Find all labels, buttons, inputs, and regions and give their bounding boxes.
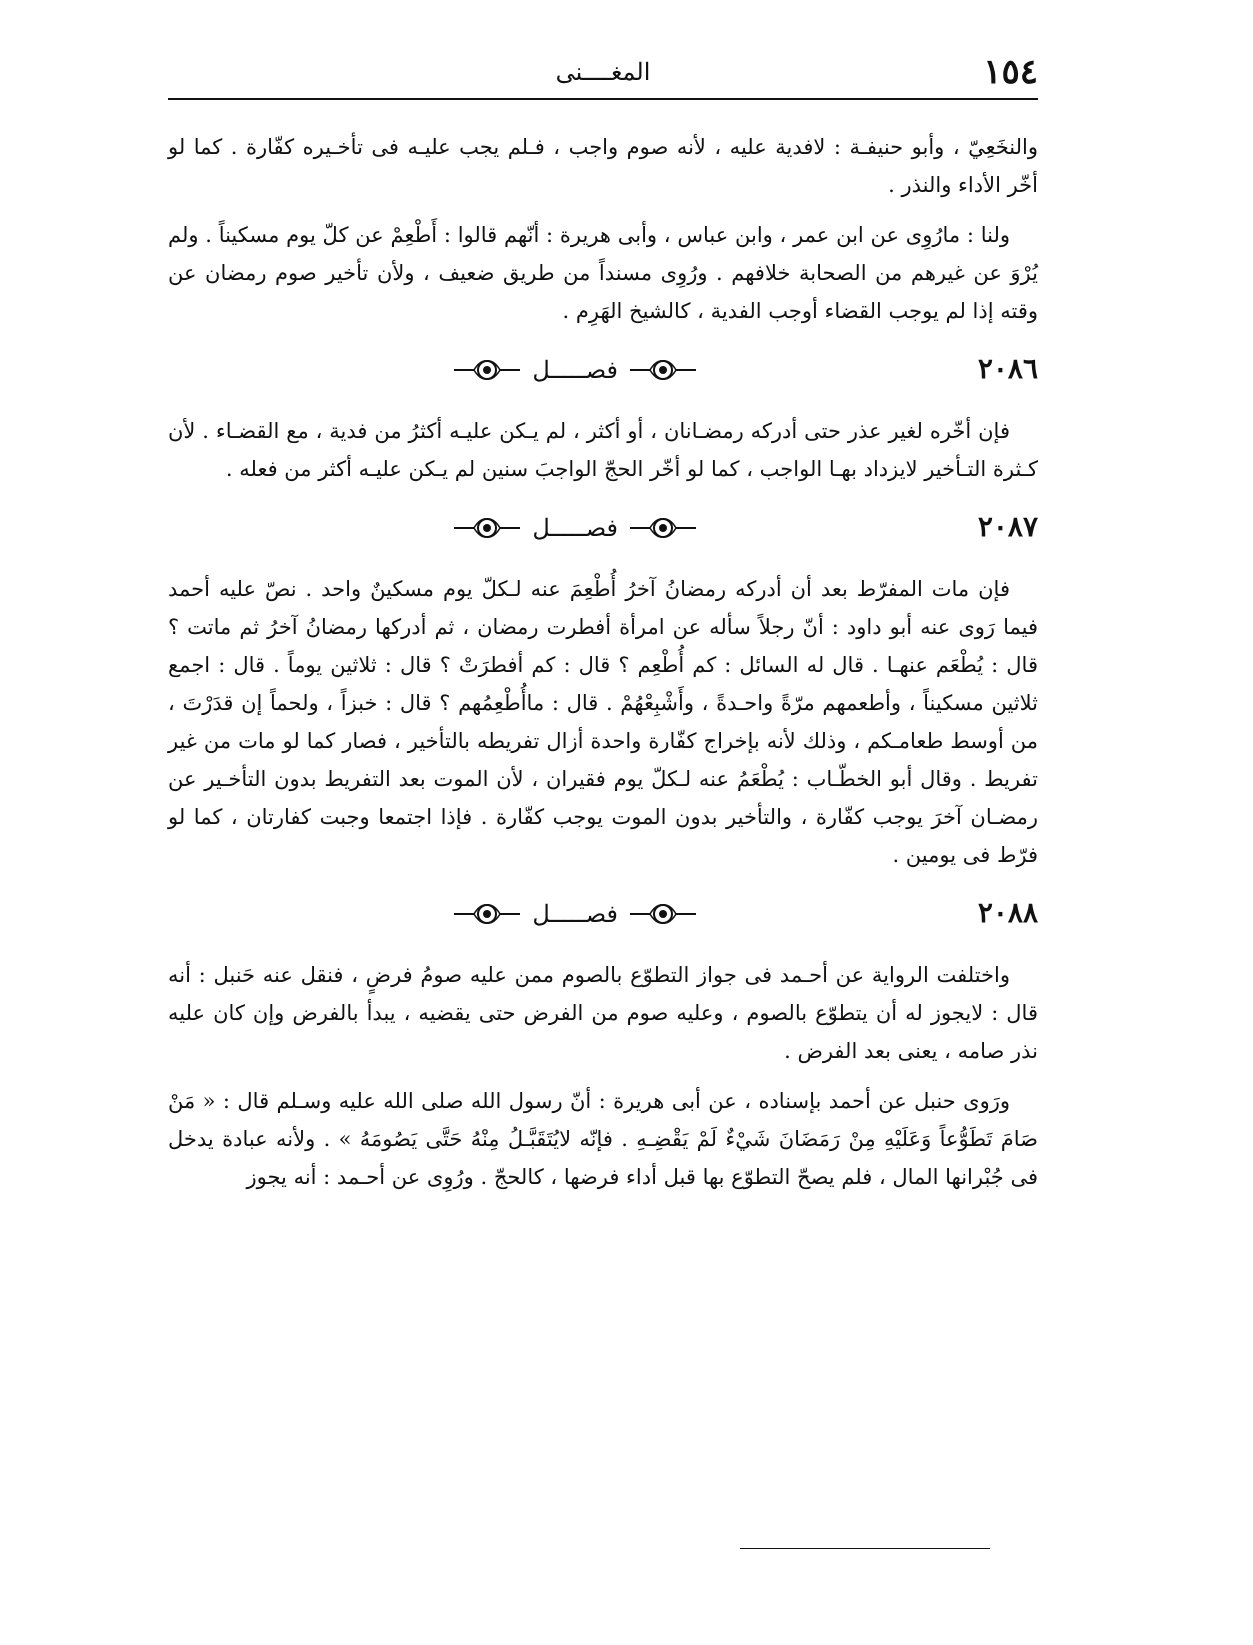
floral-ornament-icon: [452, 516, 522, 540]
floral-ornament-icon: [628, 902, 698, 926]
floral-ornament-icon: [452, 358, 522, 382]
floral-ornament-icon: [628, 516, 698, 540]
paragraph-3: فإن أخّره لغير عذر حتى أدركه رمضـانان ، أو أكثر ، لم يـكن عليـه أكثرُ من فدية ، مع القضـاء . لأن كـثرة التـأخير لايزداد بهـا الواجب ، كما لو أخّر الحجّ الواجبَ سنين لم يـكن عليـه أكثر من فعله .: [168, 419, 1038, 481]
section-title-group: [452, 514, 698, 542]
floral-ornament-icon: [452, 902, 522, 926]
section-title: فصـــــل: [532, 356, 618, 384]
section-heading-2088: [168, 896, 1038, 942]
paragraph-2: ولنا : مارُوِى عن ابن عمر ، وابن عباس ، وأبى هريرة : أنّهم قالوا : أَطْعِمْ عن كلّ يوم مسكيناً . ولم يُرْوَ عن غيرهم من الصحابة خلافهم . ورُوِى مسنداً من طريق ضعيف ، ولأن تأخير صوم رمضان عن وقته إذا لم يوجب القضاء أوجب الفدية ، كالشيخ الهَرِم .: [168, 223, 1038, 323]
body-text: [168, 128, 1038, 1208]
section-title-group: [452, 356, 698, 384]
book-title: المغــــنى: [555, 58, 651, 86]
header-rule: [168, 98, 1038, 100]
section-number: ٢٠٨٦: [977, 352, 1038, 385]
paragraph-1: والنخَعِيّ ، وأبو حنيفـة : لافدية عليه ، لأنه صوم واجب ، فـلم يجب عليـه فى تأخـيره كفّارة . كما لو أخّر الأداء والنذر .: [168, 135, 1038, 197]
section-title: فصـــــل: [532, 514, 618, 542]
section-title: فصـــــل: [532, 900, 618, 928]
running-head: [168, 52, 1038, 98]
section-number: ٢٠٨٧: [977, 510, 1038, 543]
section-heading-2086: [168, 352, 1038, 398]
section-heading-2087: [168, 510, 1038, 556]
paragraph-4: فإن مات المفرّط بعد أن أدركه رمضانُ آخرُ أُطْعِمَ عنه لـكلّ يوم مسكينٌ واحد . نصّ عليه أحمد فيما رَوى عنه أبو داود : أنّ رجلاً سأله عن امرأة أفطرت رمضان ، ثم أدركها رمضانُ آخرُ ثم ماتت ؟ قال : يُطْعَم عنهـا . قال له السائل : كم أُطْعِم ؟ قال : كم أفطرَتْ ؟ قال : ثلاثين يوماً . قال : اجمع ثلاثين مسكيناً ، وأطعمهم مرّةً واحـدةً ، وأَشْبِعْهُمْ . قال : ماأُطْعِمُهم ؟ قال : خبزاً ، ولحماً إن قدَرْتَ ، من أوسط طعامـكم ، وذلك لأنه بإخراج كفّارة واحدة أزال تفريطه بالتأخير ، فصار كما لو مات من غير تفريط . وقال أبو الخطّـاب : يُطْعَمُ عنه لـكلّ يوم فقيران ، لأن الموت بعد التفريط بدون التأخـير عن رمضـان آخرَ يوجب كفّارة ، والتأخير بدون الموت يوجب كفّارة . فإذا اجتمعا وجبت كفارتان ، كما لو فرّط فى يومين .: [168, 577, 1038, 867]
section-title-group: [452, 900, 698, 928]
paragraph-5: واختلفت الرواية عن أحـمد فى جواز التطوّع بالصوم ممن عليه صومُ فرضٍ ، فنقل عنه حَنبل : أنه قال : لايجوز له أن يتطوّع بالصوم ، وعليه صوم من الفرض حتى يقضيه ، يبدأ بالفرض وإن كان عليه نذر صامه ، يعنى بعد الفرض .: [168, 963, 1038, 1063]
footnote-rule: [740, 1548, 990, 1549]
floral-ornament-icon: [628, 358, 698, 382]
paragraph-6: ورَوى حنبل عن أحمد بإسناده ، عن أبى هريرة : أنّ رسول الله صلى الله عليه وسـلم قال : « مَنْ صَامَ تَطَوُّعاً وَعَلَيْهِ مِنْ رَمَضَانَ شَيْءٌ لَمْ يَقْضِـهِ . فإنّه لايُتَقَبَّـلُ مِنْهُ حَتَّى يَصُومَهُ » . ولأنه عبادة يدخل فى جُبْرانها المال ، فلم يصحّ التطوّع بها قبل أداء فرضها ، كالحجّ . ورُوِى عن أحـمد : أنه يجوز: [168, 1089, 1038, 1189]
page-number: ١٥٤: [983, 52, 1038, 92]
section-number: ٢٠٨٨: [977, 896, 1038, 929]
